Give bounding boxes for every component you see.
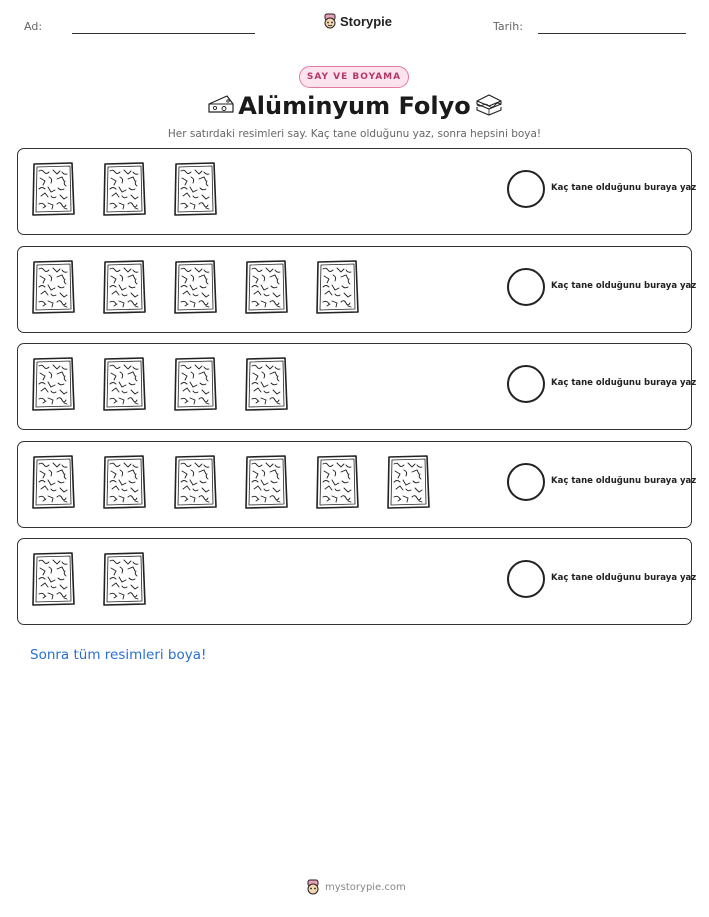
aluminum-foil-icon[interactable] bbox=[102, 357, 146, 411]
count-row bbox=[17, 441, 697, 528]
footer bbox=[306, 879, 406, 895]
aluminum-foil-icon[interactable] bbox=[315, 260, 359, 314]
date-line[interactable] bbox=[538, 33, 686, 34]
aluminum-foil-icon[interactable] bbox=[31, 260, 75, 314]
aluminum-foil-icon[interactable] bbox=[386, 455, 430, 509]
count-row bbox=[17, 343, 697, 430]
answer-circle[interactable] bbox=[507, 560, 545, 598]
name-line[interactable] bbox=[72, 33, 255, 34]
answer-circle[interactable] bbox=[507, 463, 545, 501]
name-label: Ad: bbox=[24, 20, 43, 33]
aluminum-foil-icon[interactable] bbox=[102, 455, 146, 509]
storypie-mascot-icon bbox=[323, 13, 337, 29]
footer-url: mystorypie.com bbox=[325, 881, 406, 893]
aluminum-foil-icon[interactable] bbox=[173, 357, 217, 411]
aluminum-foil-icon[interactable] bbox=[244, 357, 288, 411]
storypie-mascot-icon bbox=[306, 879, 320, 895]
count-row bbox=[17, 246, 697, 333]
aluminum-foil-icon[interactable] bbox=[31, 162, 75, 216]
coloring-instruction: Sonra tüm resimleri boya! bbox=[30, 647, 207, 663]
count-row bbox=[17, 148, 697, 235]
answer-label: Kaç tane olduğunu buraya yaz bbox=[551, 183, 697, 193]
logo-text: Storypie bbox=[340, 13, 393, 29]
answer-circle[interactable] bbox=[507, 268, 545, 306]
count-row bbox=[17, 538, 697, 625]
answer-circle[interactable] bbox=[507, 170, 545, 208]
aluminum-foil-icon[interactable] bbox=[102, 162, 146, 216]
answer-label: Kaç tane olduğunu buraya yaz bbox=[551, 378, 697, 388]
aluminum-foil-icon[interactable] bbox=[244, 455, 288, 509]
page-title: Alüminyum Folyo bbox=[238, 92, 471, 120]
aluminum-foil-icon[interactable] bbox=[31, 357, 75, 411]
date-label: Tarih: bbox=[493, 20, 523, 33]
activity-badge: SAY VE BOYAMA bbox=[299, 66, 409, 88]
aluminum-foil-icon[interactable] bbox=[31, 455, 75, 509]
aluminum-foil-icon[interactable] bbox=[102, 260, 146, 314]
storypie-logo bbox=[323, 13, 392, 29]
answer-label: Kaç tane olduğunu buraya yaz bbox=[551, 476, 697, 486]
aluminum-foil-icon[interactable] bbox=[173, 260, 217, 314]
answer-circle[interactable] bbox=[507, 365, 545, 403]
answer-label: Kaç tane olduğunu buraya yaz bbox=[551, 573, 697, 583]
aluminum-foil-icon[interactable] bbox=[31, 552, 75, 606]
subtitle: Her satırdaki resimleri say. Kaç tane olduğunu yaz, sonra hepsini boya! bbox=[167, 128, 542, 140]
aluminum-foil-icon[interactable] bbox=[102, 552, 146, 606]
sandwich-icon bbox=[474, 92, 504, 118]
aluminum-foil-icon[interactable] bbox=[173, 455, 217, 509]
aluminum-foil-icon[interactable] bbox=[315, 455, 359, 509]
aluminum-foil-icon[interactable] bbox=[244, 260, 288, 314]
aluminum-foil-icon[interactable] bbox=[173, 162, 217, 216]
answer-label: Kaç tane olduğunu buraya yaz bbox=[551, 281, 697, 291]
